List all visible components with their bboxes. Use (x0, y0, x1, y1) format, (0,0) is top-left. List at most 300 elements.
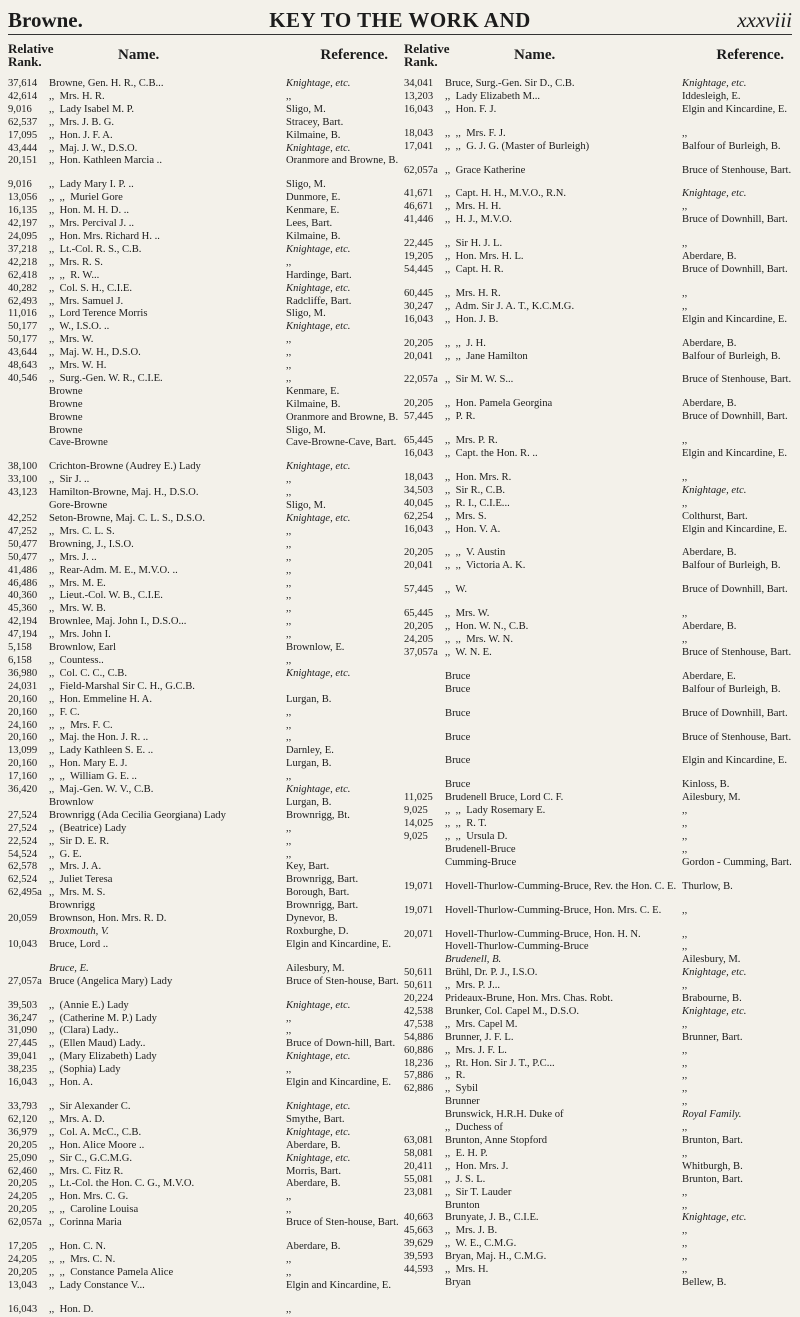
entry-rank: 47,194 (8, 629, 38, 641)
entry-name: ,, Mrs. M. E. (49, 577, 106, 589)
entry-name: ,, Mrs. Capel M. (445, 1018, 518, 1030)
entry-reference: Bruce of Down-hill, Bart. (286, 1038, 396, 1050)
entry-reference: ,, (682, 1083, 688, 1095)
heading-reference: Reference. (320, 47, 388, 63)
entry-row (8, 386, 400, 399)
entry-row (404, 351, 796, 364)
entry-row (404, 1122, 796, 1135)
entry-rank: 17,041 (404, 140, 434, 152)
entry-row (404, 165, 796, 178)
entry-rank: 20,160 (8, 706, 38, 718)
entry-row (8, 707, 400, 720)
entry-reference: Kilmaine, B. (286, 129, 341, 141)
entry-rank: 17,160 (8, 771, 38, 783)
entry-rank: 33,100 (8, 474, 38, 486)
entry-rank: 50,177 (8, 321, 38, 333)
entry-name: ,, Lady Constance V... (49, 1279, 145, 1291)
entry-reference: Knightage, etc. (682, 78, 747, 89)
entry-reference: Dynevor, B. (286, 913, 338, 925)
entry-reference: ,, (682, 634, 688, 645)
entry-rank: 24,205 (8, 1191, 38, 1203)
entry-name: ,, (Annie E.) Lady (49, 999, 129, 1011)
entry-name: ,, Sir R., C.B. (445, 484, 506, 496)
entry-reference: ,, (682, 497, 688, 509)
entry-reference: Knightage, etc. (286, 1152, 351, 1164)
entry-row (8, 192, 400, 205)
entry-row (8, 1114, 400, 1127)
entry-name: ,, ,, Mrs. W. N. (445, 634, 513, 645)
entry-reference: ,, (682, 805, 688, 817)
entry-row (8, 1051, 400, 1064)
entry-reference: Radcliffe, Bart. (286, 295, 352, 307)
entry-name: ,, ,, V. Austin (445, 547, 506, 559)
entry-rank: 9,016 (8, 103, 32, 115)
entry-name: ,, Sir Alexander C. (49, 1100, 131, 1112)
entry-rank: 20,205 (8, 1139, 38, 1151)
entry-row (8, 373, 400, 386)
entry-reference: ,, (682, 1057, 688, 1069)
entry-row (404, 511, 796, 524)
entry-reference: Knightage, etc. (286, 282, 351, 294)
entry-name: ,, Mrs. J. .. (49, 551, 97, 563)
entry-row (404, 905, 796, 918)
entry-rank: 60,886 (404, 1044, 434, 1056)
entry-reference: ,, (682, 127, 688, 139)
entry-name: ,, Adm. Sir J. A. T., K.C.M.G. (445, 300, 575, 312)
entry-reference: Brownlow, E. (286, 642, 345, 654)
entry-reference: Elgin and Kincardine, E. (682, 103, 788, 115)
entry-rank: 30,247 (404, 300, 434, 312)
entry-reference: Knightage, etc. (286, 999, 351, 1011)
entry-rank: 20,205 (404, 547, 434, 559)
entry-rank: 47,252 (8, 525, 38, 537)
entry-rank: 31,090 (8, 1025, 38, 1037)
entry-reference: ,, (286, 1266, 292, 1278)
entry-rank: 42,614 (8, 90, 38, 102)
entry-rank: 41,671 (404, 188, 434, 200)
entry-name: ,, Lieut.-Col. W. B., C.I.E. (49, 590, 163, 602)
entry-name: Bruce (445, 707, 471, 719)
entry-rank: 42,538 (404, 1005, 434, 1017)
entry-row (404, 1161, 796, 1174)
entry-reference: Kenmare, E. (286, 385, 340, 397)
entry-name: ,, ,, Muriel Gore (49, 192, 123, 204)
entry-rank: 62,057a (404, 164, 438, 176)
running-head (8, 4, 792, 35)
entry-reference: Sligo, M. (286, 424, 326, 436)
entry-name: Bryan (445, 1276, 471, 1288)
entry-rank: 20,041 (404, 560, 434, 572)
entry-name: ,, Sir J. .. (49, 474, 90, 486)
entry-name: ,, W. E., C.M.G. (445, 1238, 517, 1250)
entry-row (8, 939, 400, 952)
entry-rank: 62,886 (404, 1083, 434, 1095)
entry-name: ,, Sybil (445, 1083, 478, 1095)
entry-row (404, 188, 796, 201)
entry-reference: Elgin and Kincardine, E. (286, 938, 392, 950)
entry-row (404, 448, 796, 461)
entry-name: ,, R. (445, 1070, 466, 1082)
entry-reference: ,, (682, 608, 688, 620)
entry-row (8, 642, 400, 655)
entry-reference: ,, (286, 848, 292, 860)
entry-row (8, 155, 400, 168)
entry-rank: 62,495a (8, 887, 42, 899)
entry-name: ,, Hon. Pamela Georgina (445, 398, 553, 410)
entry-rank: 11,016 (8, 308, 37, 320)
entry-reference: Royal Family. (682, 1109, 742, 1121)
entry-row (8, 694, 400, 707)
entry-name: ,, Mrs. Percival J. .. (49, 218, 135, 230)
entry-name: Browne (49, 411, 83, 423)
entry-row (404, 1212, 796, 1225)
entry-reference: Aberdare, B. (286, 1241, 341, 1253)
entry-row (8, 874, 400, 887)
entry-reference: Darnley, E. (286, 745, 334, 757)
entry-name: ,, Lady Isabel M. P. (49, 103, 135, 115)
entry-name: ,, Mrs. W. H. (49, 360, 107, 372)
entry-reference: Knightage, etc. (286, 513, 351, 524)
entry-name: ,, (Mary Elizabeth) Lady (49, 1051, 157, 1063)
entry-rank: 46,486 (8, 577, 38, 589)
entry-reference: Oranmore and Browne, B. (286, 411, 399, 423)
entry-reference: ,, (286, 835, 292, 847)
entry-row (404, 485, 796, 498)
entry-reference: Bruce of Downhill, Bart. (682, 214, 788, 226)
entry-name: ,, Hon. V. A. (445, 523, 501, 535)
entry-name: ,, Mrs. John I. (49, 629, 111, 641)
entry-name: ,, Mrs. Samuel J. (49, 295, 124, 307)
entry-row (404, 755, 796, 768)
entry-row (404, 524, 796, 537)
entry-row (8, 1267, 400, 1280)
entry-row (8, 231, 400, 244)
entry-rank: 62,460 (8, 1165, 38, 1177)
entry-name: Brunton, Anne Stopford (445, 1135, 548, 1146)
entry-reference: ,, (682, 1199, 688, 1211)
entry-rank: 24,031 (8, 680, 38, 692)
entry-name: Bruce (Angelica Mary) Lady (49, 975, 173, 987)
entry-row (404, 941, 796, 954)
entry-row (8, 78, 400, 91)
entry-rank: 20,041 (404, 350, 434, 362)
entry-name: Browne (49, 398, 83, 410)
entry-rank: 62,524 (8, 874, 38, 886)
entry-rank: 24,205 (8, 1253, 38, 1265)
entry-reference: ,, (682, 941, 688, 953)
entry-rank: 20,160 (8, 732, 38, 744)
entry-name: ,, Mrs. C. Fitz R. (49, 1165, 124, 1177)
entry-reference: Sligo, M. (286, 103, 326, 115)
entry-name: ,, Sir M. W. S... (445, 374, 514, 386)
entry-row (404, 288, 796, 301)
entry-row (8, 565, 400, 578)
entry-row (404, 251, 796, 264)
entry-reference: ,, (682, 1251, 688, 1263)
entry-name: ,, P. R. (445, 411, 476, 423)
entry-reference: Bruce of Sten-house, Bart. (286, 1217, 399, 1229)
entry-name: ,, Hon. Mrs. H. L. (445, 251, 524, 263)
entry-row (8, 1241, 400, 1254)
entry-reference: ,, (286, 771, 292, 783)
entry-reference: Ailesbury, M. (286, 962, 345, 974)
entry-reference: Bruce of Stenhouse, Bart. (682, 164, 792, 176)
entry-reference: Lees, Bart. (286, 218, 333, 230)
entry-reference: Colthurst, Bart. (682, 510, 748, 522)
entry-name: ,, Sir D. E. R. (49, 835, 110, 847)
entry-row (8, 130, 400, 143)
entry-rank: 62,578 (8, 861, 38, 873)
entry-row (404, 954, 796, 967)
entry-name: Brudenell Bruce, Lord C. F. (445, 792, 564, 804)
entry-name: ,, R. I., C.I.E... (445, 497, 510, 509)
entry-name: Bruce, Surg.-Gen. Sir D., C.B. (445, 78, 575, 89)
entry-row (404, 1045, 796, 1058)
entry-name: ,, Surg.-Gen. W. R., C.I.E. (49, 372, 163, 384)
entry-name: Brunner (445, 1096, 480, 1108)
entry-rank: 36,979 (8, 1126, 38, 1138)
entry-reference: Knightage, etc. (286, 784, 351, 796)
entry-row (8, 1217, 400, 1230)
entry-reference: Brownrigg, Bart. (286, 874, 359, 886)
entry-row (404, 435, 796, 448)
entry-rank: 65,445 (404, 435, 434, 447)
entry-reference: Aberdare, B. (682, 251, 737, 263)
entry-rank: 20,071 (404, 928, 434, 940)
entry-rank: 42,197 (8, 218, 38, 230)
entry-reference: Elgin and Kincardine, E. (682, 755, 788, 767)
entry-reference: Bruce of Downhill, Bart. (682, 411, 788, 423)
entry-rank: 36,247 (8, 1012, 38, 1024)
entry-reference: Knightage, etc. (682, 967, 747, 979)
entry-reference: ,, (682, 1122, 688, 1134)
entry-name: Browne, Gen. H. R., C.B... (49, 78, 164, 89)
entry-name: ,, (Sophia) Lady (49, 1064, 121, 1076)
entry-name: Seton-Browne, Maj. C. L. S., D.S.O. (49, 513, 205, 524)
entry-row (404, 1096, 796, 1109)
entry-reference: ,, (286, 347, 292, 359)
entry-name: Bruce (445, 779, 471, 791)
entry-row (8, 1101, 400, 1114)
entry-row (8, 810, 400, 823)
entry-name: ,, Capt. H. R. (445, 263, 504, 275)
entry-name: ,, Duchess of (445, 1122, 503, 1134)
entry-row (8, 1166, 400, 1179)
entry-reference: Knightage, etc. (286, 78, 351, 89)
entry-row (8, 1013, 400, 1026)
entry-reference: ,, (682, 300, 688, 312)
entry-reference: ,, (286, 90, 292, 102)
entry-rank: 62,254 (404, 510, 434, 522)
entry-row (8, 1280, 400, 1293)
entry-reference: Knightage, etc. (682, 484, 747, 496)
entry-row (404, 1032, 796, 1045)
entry-reference: Kenmare, E. (286, 205, 340, 217)
entry-name: ,, Rear-Adm. M. E., M.V.O. .. (49, 564, 178, 576)
entry-row (404, 472, 796, 485)
entry-reference: Brunton, Bart. (682, 1135, 743, 1146)
entry-name: Brunker, Col. Capel M., D.S.O. (445, 1005, 580, 1017)
entry-name: ,, Mrs. W. (445, 608, 490, 620)
entry-reference: ,, (682, 1070, 688, 1082)
entry-rank: 11,025 (404, 792, 433, 804)
entry-row (8, 797, 400, 810)
entry-rank: 62,537 (8, 116, 38, 128)
entry-reference: ,, (286, 1064, 292, 1076)
entry-reference: ,, (682, 1264, 688, 1276)
entry-row (8, 1304, 400, 1317)
entry-name: ,, Hon. D. (49, 1303, 94, 1315)
entry-row (8, 590, 400, 603)
entry-rank: 44,593 (404, 1264, 434, 1276)
entry-reference: ,, (682, 904, 688, 916)
entry-reference: Bruce of Stenhouse, Bart. (682, 374, 792, 386)
entry-name: Bruce (445, 731, 471, 743)
entry-name: ,, (Catherine M. P.) Lady (49, 1012, 157, 1024)
entry-row (404, 608, 796, 621)
entry-reference: ,, (286, 1204, 292, 1216)
entry-row (8, 720, 400, 733)
entry-row (8, 758, 400, 771)
entry-rank: 23,081 (404, 1186, 434, 1198)
entry-reference: ,, (286, 732, 292, 744)
entry-row (404, 338, 796, 351)
heading-reference: Reference. (716, 47, 784, 63)
entry-reference: Elgin and Kincardine, E. (682, 448, 788, 460)
entry-row (404, 1109, 796, 1122)
entry-reference: ,, (682, 1225, 688, 1237)
entry-rank: 50,177 (8, 334, 38, 346)
entry-name: ,, ,, J. H. (445, 337, 486, 349)
entry-name: ,, Sir T. Lauder (445, 1186, 512, 1198)
entry-reference: ,, (682, 1147, 688, 1159)
entry-reference: Knightage, etc. (286, 667, 351, 679)
entry-reference: Knightage, etc. (286, 321, 351, 333)
entry-reference: ,, (682, 201, 688, 213)
entry-row (8, 412, 400, 425)
entry-name: Cave-Browne (49, 437, 108, 449)
entry-rank: 41,446 (404, 214, 434, 226)
entry-rank: 20,205 (8, 1204, 38, 1216)
entry-reference: Bruce of Downhill, Bart. (682, 263, 788, 275)
entry-reference: Knightage, etc. (286, 243, 351, 255)
entry-rank: 22,057a (404, 374, 438, 386)
entry-name: Cumming-Bruce (445, 856, 517, 868)
entry-row (404, 1083, 796, 1096)
entry-row (404, 732, 796, 745)
entry-name: ,, Mrs. H. H. (445, 201, 502, 213)
entry-reference: Bruce of Sten-house, Bart. (286, 975, 399, 987)
entry-reference: Elgin and Kincardine, E. (286, 1279, 392, 1291)
entry-rank: 16,043 (404, 313, 434, 325)
entry-name: ,, Hon. Kathleen Marcia .. (49, 155, 162, 167)
entry-rank: 45,663 (404, 1225, 434, 1237)
entry-reference: ,, (286, 706, 292, 718)
entry-rank: 20,205 (8, 1178, 38, 1190)
entry-rank: 13,043 (8, 1279, 38, 1291)
entry-name: ,, Hon. W. N., C.B. (445, 621, 529, 633)
entry-row (404, 844, 796, 857)
entry-rank: 18,043 (404, 127, 434, 139)
entry-reference: ,, (286, 1025, 292, 1037)
entry-name: ,, Hon. A. (49, 1077, 93, 1089)
entry-reference: Knightage, etc. (682, 1212, 747, 1224)
entry-row (8, 308, 400, 321)
entry-reference: Whitburgh, B. (682, 1160, 743, 1172)
entry-row (8, 1191, 400, 1204)
entry-reference: Brabourne, B. (682, 993, 742, 1005)
entry-reference: Elgin and Kincardine, E. (682, 523, 788, 535)
entry-row (404, 128, 796, 141)
entry-name: ,, Hon. Mrs. R. (445, 471, 512, 483)
entry-list (404, 78, 796, 1290)
entry-rank: 16,043 (404, 103, 434, 115)
entry-reference: ,, (682, 928, 688, 940)
entry-reference: ,, (682, 238, 688, 250)
entry-rank: 9,016 (8, 179, 32, 191)
entry-reference: Key, Bart. (286, 861, 330, 873)
entry-reference: Sligo, M. (286, 500, 326, 512)
entry-rank: 43,644 (8, 347, 38, 359)
entry-reference: ,, (286, 564, 292, 576)
entry-rank: 19,205 (404, 251, 434, 263)
entry-name: Hovell-Thurlow-Cumming-Bruce, Rev. the Hon. C. E. (445, 880, 677, 892)
entry-reference: Bruce of Stenhouse, Bart. (682, 646, 792, 658)
entry-name: ,, ,, Lady Rosemary E. (445, 805, 546, 817)
entry-name: ,, Mrs. P. J... (445, 980, 501, 992)
entry-name: Brownlow (49, 796, 94, 808)
entry-reference: ,, (286, 577, 292, 589)
entry-name: ,, Mrs. M. S. (49, 887, 106, 899)
entry-reference: ,, (682, 471, 688, 483)
entry-reference: Knightage, etc. (682, 188, 747, 200)
entry-reference: Aberdare, B. (682, 547, 737, 559)
entry-row (8, 513, 400, 526)
column-heading (404, 40, 796, 78)
entry-row (404, 498, 796, 511)
entry-row (8, 849, 400, 862)
entry-name: ,, ,, Caroline Louisa (49, 1204, 139, 1216)
entry-row (404, 1070, 796, 1083)
entry-name: Brunyate, J. B., C.I.E. (445, 1212, 539, 1224)
entry-name: Bruce (445, 670, 471, 682)
entry-name: ,, ,, Mrs. F. J. (445, 127, 506, 139)
entry-rank: 54,886 (404, 1031, 434, 1043)
entry-rank: 40,360 (8, 590, 38, 602)
entry-rank: 65,445 (404, 608, 434, 620)
entry-name: ,, Countess.. (49, 654, 104, 666)
entry-name: ,, Mrs. J. A. (49, 861, 102, 873)
entry-name: ,, W. N. E. (445, 646, 492, 658)
entry-rank: 58,081 (404, 1147, 434, 1159)
entry-reference: Morris, Bart. (286, 1165, 342, 1177)
entry-row (404, 201, 796, 214)
entry-row (404, 141, 796, 154)
right-column (404, 40, 796, 1288)
entry-row (8, 963, 400, 976)
entry-name: ,, (Clara) Lady.. (49, 1025, 119, 1037)
entry-name: Prideaux-Brune, Hon. Mrs. Chas. Robt. (445, 993, 614, 1005)
entry-name: ,, ,, R. W... (49, 269, 100, 281)
entry-rank: 43,444 (8, 142, 38, 154)
entry-rank: 22,445 (404, 238, 434, 250)
entry-reference: ,, (682, 1044, 688, 1056)
entry-reference: ,, (286, 629, 292, 641)
entry-rank: 55,081 (404, 1173, 434, 1185)
entry-row (8, 244, 400, 257)
entry-name: ,, Hon. J. F. A. (49, 129, 113, 141)
entry-row (8, 334, 400, 347)
